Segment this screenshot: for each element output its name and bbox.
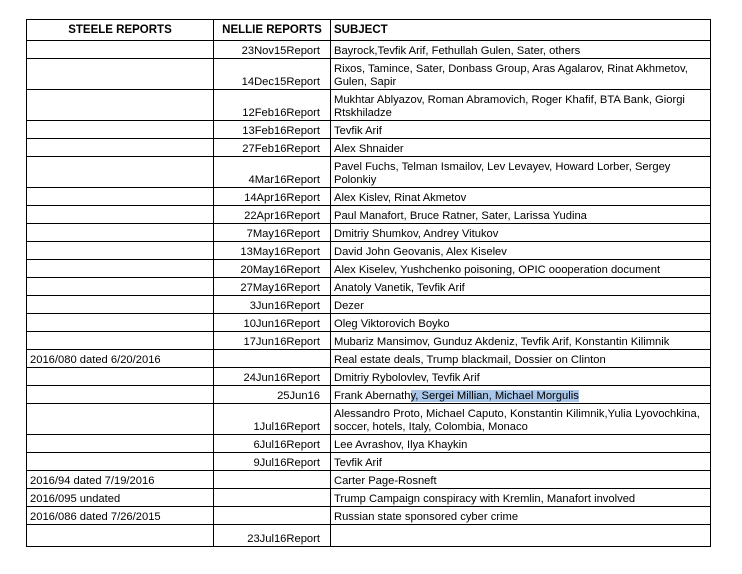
subject-cell	[331, 242, 711, 260]
table-row	[27, 386, 711, 404]
header-nellie-reports: NELLIE REPORTS	[214, 20, 331, 41]
nellie-report-cell: 3Jun16Report	[214, 296, 331, 314]
subject-text: Trump Campaign conspiracy with Kremlin, Manafort involved	[334, 493, 636, 505]
subject-cell	[331, 206, 711, 224]
table-body	[27, 41, 711, 547]
subject-cell	[331, 507, 711, 525]
steele-report-cell	[27, 224, 214, 242]
table-row	[27, 157, 711, 188]
subject-text: Mubariz Mansimov, Gunduz Akdeniz, Tevfik Arif, Konstantin Kilimnik	[334, 336, 670, 348]
subject-text: Dezer	[334, 300, 364, 312]
steele-report-cell	[27, 41, 214, 59]
table-row	[27, 453, 711, 471]
nellie-report-cell: 23Jul16Report	[214, 525, 331, 547]
subject-text: David John Geovanis, Alex Kiselev	[334, 246, 507, 258]
table-row	[27, 507, 711, 525]
header-steele-reports: STEELE REPORTS	[27, 20, 214, 41]
subject-text: Tevfik Arif	[334, 457, 382, 469]
steele-report-cell: 2016/080 dated 6/20/2016	[27, 350, 214, 368]
subject-cell	[331, 224, 711, 242]
nellie-report-cell: 13May16Report	[214, 242, 331, 260]
steele-report-cell: 2016/94 dated 7/19/2016	[27, 471, 214, 489]
subject-text: Carter Page-Rosneft	[334, 475, 437, 487]
steele-report-cell	[27, 314, 214, 332]
subject-cell	[331, 260, 711, 278]
header-row	[27, 20, 711, 41]
subject-text: Pavel Fuchs, Telman Ismailov, Lev Levayev, Howard Lorber, Sergey Polonkiy	[334, 161, 671, 186]
subject-text: Paul Manafort, Bruce Ratner, Sater, Larissa Yudina	[334, 210, 587, 222]
nellie-report-cell	[214, 507, 331, 525]
steele-report-cell	[27, 435, 214, 453]
subject-cell	[331, 332, 711, 350]
steele-report-cell	[27, 296, 214, 314]
nellie-report-cell: 9Jul16Report	[214, 453, 331, 471]
nellie-report-cell: 6Jul16Report	[214, 435, 331, 453]
subject-cell	[331, 368, 711, 386]
subject-text: Dmitriy Rybolovlev, Tevfik Arif	[334, 372, 480, 384]
subject-text: Alex Shnaider	[334, 143, 404, 155]
nellie-report-cell: 27Feb16Report	[214, 139, 331, 157]
table-row	[27, 332, 711, 350]
table-row	[27, 224, 711, 242]
nellie-report-cell: 23Nov15Report	[214, 41, 331, 59]
subject-text: Russian state sponsored cyber crime	[334, 511, 519, 523]
steele-report-cell: 2016/095 undated	[27, 489, 214, 507]
subject-text: Anatoly Vanetik, Tevfik Arif	[334, 282, 465, 294]
subject-text: Dmitriy Shumkov, Andrey Vitukov	[334, 228, 499, 240]
subject-text: Tevfik Arif	[334, 125, 382, 137]
steele-report-cell	[27, 90, 214, 121]
nellie-report-cell: 25Jun16	[214, 386, 331, 404]
subject-text: Alessandro Proto, Michael Caputo, Konstantin Kilimnik,Yulia Lyovochkina, soccer, hotels, Italy, Colombia, Monaco	[334, 408, 700, 433]
table-row	[27, 242, 711, 260]
table-row	[27, 139, 711, 157]
table-row	[27, 121, 711, 139]
nellie-report-cell	[214, 350, 331, 368]
steele-report-cell	[27, 121, 214, 139]
subject-cell	[331, 350, 711, 368]
steele-report-cell	[27, 404, 214, 435]
subject-cell	[331, 121, 711, 139]
steele-report-cell	[27, 525, 214, 547]
table-row	[27, 435, 711, 453]
steele-report-cell: 2016/086 dated 7/26/2015	[27, 507, 214, 525]
nellie-report-cell: 1Jul16Report	[214, 404, 331, 435]
nellie-report-cell: 22Apr16Report	[214, 206, 331, 224]
table-row	[27, 206, 711, 224]
subject-cell	[331, 453, 711, 471]
nellie-report-cell: 7May16Report	[214, 224, 331, 242]
nellie-report-cell: 17Jun16Report	[214, 332, 331, 350]
table-row	[27, 350, 711, 368]
steele-report-cell	[27, 242, 214, 260]
subject-text: Oleg Viktorovich Boyko	[334, 318, 450, 330]
nellie-report-cell: 4Mar16Report	[214, 157, 331, 188]
subject-cell	[331, 435, 711, 453]
subject-text: Rixos, Tamince, Sater, Donbass Group, Aras Agalarov, Rinat Akhmetov, Gulen, Sapir	[334, 63, 688, 88]
subject-cell	[331, 296, 711, 314]
subject-cell	[331, 157, 711, 188]
subject-cell	[331, 404, 711, 435]
table-row	[27, 59, 711, 90]
subject-cell	[331, 90, 711, 121]
table-row	[27, 404, 711, 435]
steele-report-cell	[27, 59, 214, 90]
table-row	[27, 368, 711, 386]
nellie-report-cell	[214, 489, 331, 507]
header-subject: SUBJECT	[331, 20, 711, 41]
nellie-report-cell: 12Feb16Report	[214, 90, 331, 121]
nellie-report-cell: 14Apr16Report	[214, 188, 331, 206]
subject-cell	[331, 489, 711, 507]
subject-text: Mukhtar Ablyazov, Roman Abramovich, Roger Khafif, BTA Bank, Giorgi Rtskhiladze	[334, 94, 685, 119]
subject-cell	[331, 525, 711, 547]
subject-cell	[331, 278, 711, 296]
subject-cell	[331, 139, 711, 157]
subject-cell	[331, 41, 711, 59]
subject-cell	[331, 386, 711, 404]
nellie-report-cell: 13Feb16Report	[214, 121, 331, 139]
subject-cell	[331, 59, 711, 90]
table-row	[27, 188, 711, 206]
table-row	[27, 471, 711, 489]
subject-cell	[331, 471, 711, 489]
nellie-report-cell: 27May16Report	[214, 278, 331, 296]
subject-text: Real estate deals, Trump blackmail, Dossier on Clinton	[334, 354, 606, 366]
subject-highlighted-text: y, Sergei Millian, Michael Morgulis	[410, 390, 579, 402]
steele-report-cell	[27, 260, 214, 278]
steele-report-cell	[27, 188, 214, 206]
nellie-report-cell: 10Jun16Report	[214, 314, 331, 332]
subject-text: Lee Avrashov, Ilya Khaykin	[334, 439, 468, 451]
nellie-report-cell: 20May16Report	[214, 260, 331, 278]
steele-report-cell	[27, 206, 214, 224]
nellie-report-cell: 24Jun16Report	[214, 368, 331, 386]
steele-report-cell	[27, 139, 214, 157]
subject-text: Alex Kiselev, Yushchenko poisoning, OPIC oooperation document	[334, 264, 661, 276]
steele-report-cell	[27, 368, 214, 386]
table-row	[27, 296, 711, 314]
subject-text: Alex Kislev, Rinat Akmetov	[334, 192, 467, 204]
steele-report-cell	[27, 332, 214, 350]
table-row	[27, 41, 711, 59]
reports-table	[26, 19, 711, 547]
table-row	[27, 314, 711, 332]
table-row	[27, 278, 711, 296]
subject-cell	[331, 314, 711, 332]
nellie-report-cell: 14Dec15Report	[214, 59, 331, 90]
table-row	[27, 90, 711, 121]
steele-report-cell	[27, 386, 214, 404]
table-row	[27, 525, 711, 547]
subject-cell	[331, 188, 711, 206]
steele-report-cell	[27, 278, 214, 296]
subject-text: Bayrock,Tevfik Arif, Fethullah Gulen, Sater, others	[334, 45, 581, 57]
steele-report-cell	[27, 157, 214, 188]
nellie-report-cell	[214, 471, 331, 489]
table-row	[27, 489, 711, 507]
subject-text: Frank Abernath	[334, 390, 411, 402]
steele-report-cell	[27, 453, 214, 471]
table-row	[27, 260, 711, 278]
